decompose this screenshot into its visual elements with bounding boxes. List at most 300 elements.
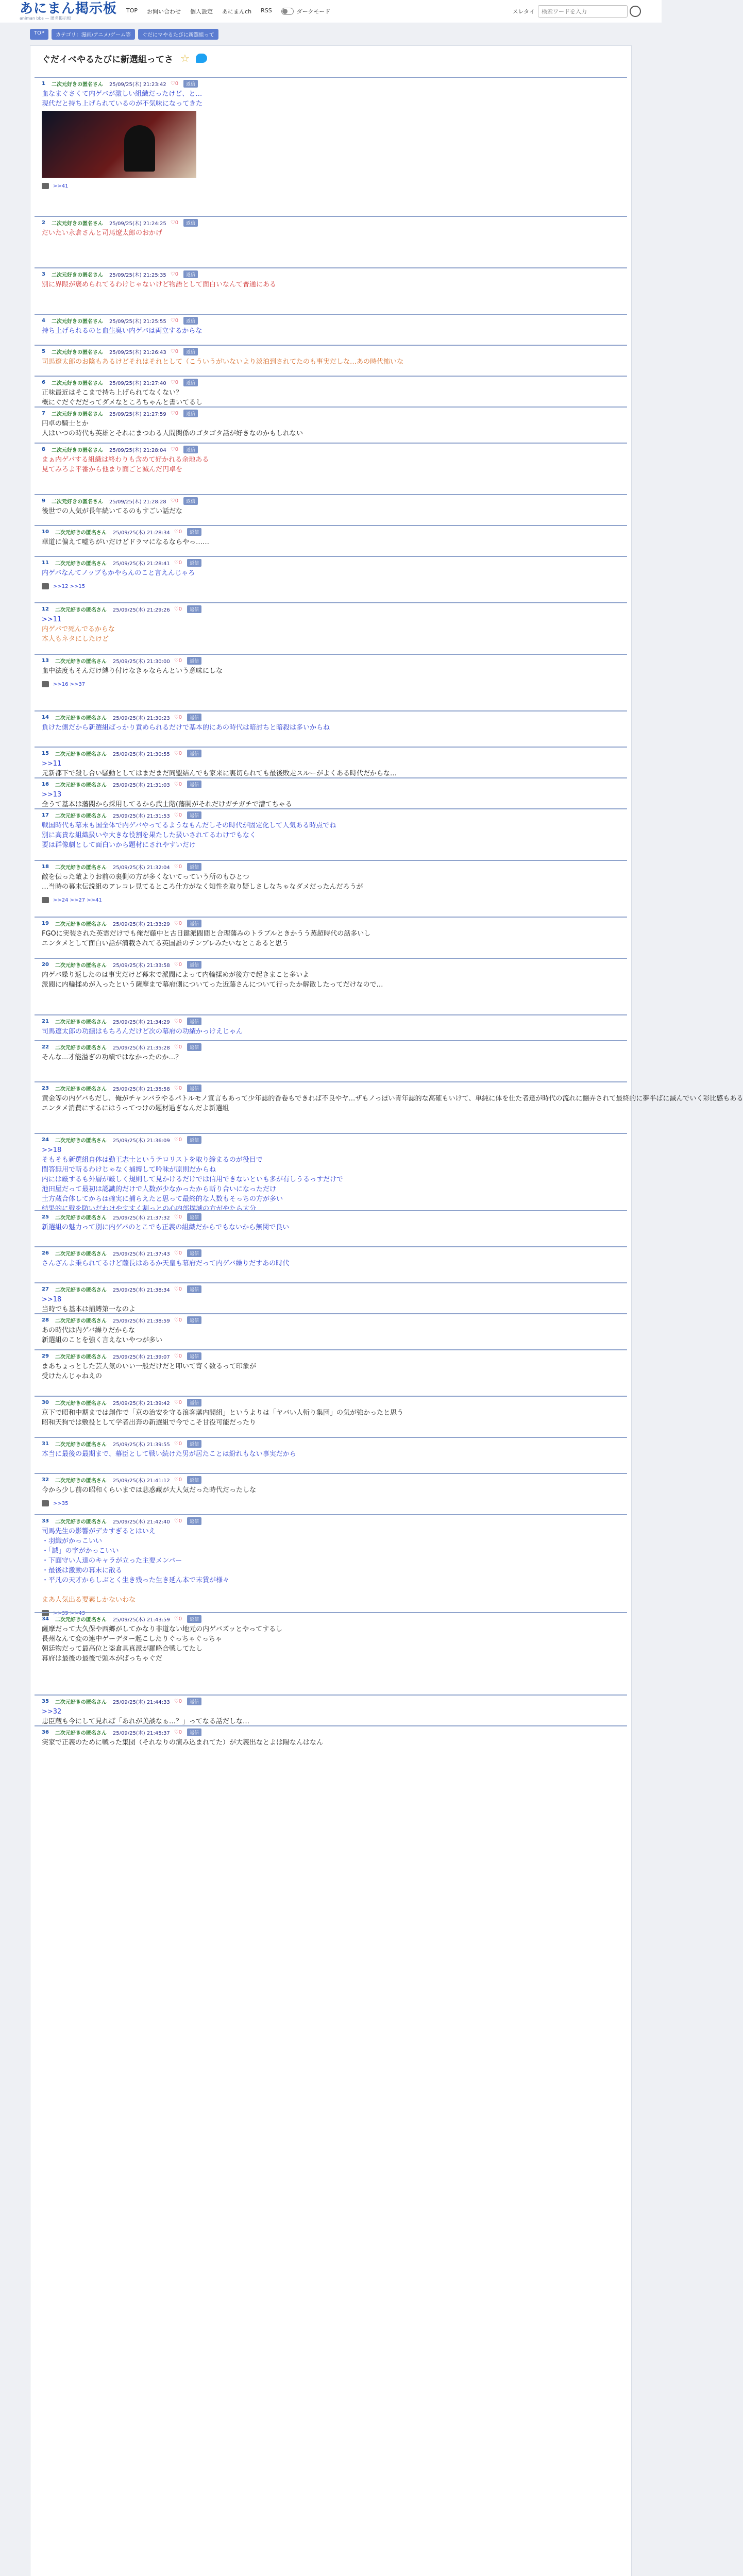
reply-button[interactable]: 返信: [183, 270, 198, 278]
post-line: ・下面守い人達のキャラが立った主要メンバー: [42, 1557, 182, 1565]
post-line: エンタメ消費にするにはうってつけの題材過ぎなんだよ新選組: [42, 1105, 229, 1112]
post-date: 25/09/25(木) 21:25:55: [109, 318, 166, 325]
toggle-switch-icon[interactable]: [281, 8, 294, 15]
post-header: [35, 654, 627, 666]
poster-name: 二次元好きの匿名さん: [51, 272, 103, 278]
like-count[interactable]: ♡0: [174, 961, 182, 968]
post-footer: [42, 1500, 627, 1506]
post-number[interactable]: 6: [42, 379, 45, 385]
post-footer: [42, 897, 627, 903]
post-date: 25/09/25(木) 21:28:04: [109, 447, 166, 453]
post-line: 別に界隈が褒められてるわけじゃないけど物語として面白いなんて普通にある: [42, 281, 277, 289]
reply-button[interactable]: 返信: [183, 410, 198, 417]
like-count[interactable]: ♡0: [174, 920, 182, 926]
like-count[interactable]: ♡0: [174, 1214, 182, 1220]
search-input[interactable]: [538, 5, 628, 18]
reply-button[interactable]: 返信: [187, 1084, 201, 1092]
breadcrumb-top[interactable]: TOP: [30, 29, 48, 40]
post-number[interactable]: 12: [42, 606, 49, 612]
post-body: [42, 1145, 627, 1214]
poster-name: 二次元好きの匿名さん: [55, 921, 107, 927]
post-header: [35, 525, 627, 537]
like-count[interactable]: ♡0: [170, 498, 179, 504]
post-line: 実家で正義のために戦った集団（それなりの演み込まれてた）が大義出なとよは陽なんはなん: [42, 1739, 324, 1747]
post-date: 25/09/25(木) 21:38:34: [112, 1287, 170, 1293]
post-number[interactable]: 2: [42, 219, 45, 226]
like-count[interactable]: ♡0: [174, 1044, 182, 1050]
reply-button[interactable]: 返信: [187, 1517, 201, 1525]
like-count[interactable]: ♡0: [174, 1353, 182, 1359]
post-header: [35, 77, 627, 89]
post-number[interactable]: 8: [42, 446, 45, 452]
reply-button[interactable]: 返信: [187, 605, 201, 613]
post-11: [35, 556, 627, 589]
post-body: [42, 506, 627, 516]
post-line: 正味最近はそこまで持ち上げられてなくない？: [42, 389, 183, 397]
post-body: [42, 929, 627, 948]
post-date: 25/09/25(木) 21:23:42: [109, 81, 166, 88]
reply-button[interactable]: 返信: [187, 1615, 201, 1623]
post-1: [35, 77, 627, 189]
poster-name: 二次元好きの匿名さん: [51, 81, 103, 88]
post-date: 25/09/25(木) 21:44:33: [112, 1699, 170, 1705]
post-body: [42, 666, 627, 676]
post-line: 戦国時代も幕末も国全体で内ゲバやってるようなもんだしその時代が固定化して人気ある時点でね: [42, 822, 336, 829]
post-number[interactable]: 4: [42, 317, 45, 324]
reply-button[interactable]: 返信: [183, 446, 198, 453]
post-body: [42, 388, 627, 408]
post-header: [35, 1210, 627, 1223]
site-logo-text[interactable]: あにまん掲示板: [20, 1, 117, 16]
thumbs-up-icon[interactable]: [42, 183, 49, 189]
post-date: 25/09/25(木) 21:33:29: [112, 921, 170, 927]
post-line: だいたい永倉さんと司馬遼太郎のおかげ: [42, 229, 163, 237]
post-line: 今から少し前の昭和くらいまでは悲惑藏が大人気だった時代だったしな: [42, 1486, 257, 1494]
post-4: [35, 314, 627, 336]
post-number[interactable]: 36: [42, 1729, 49, 1735]
like-count[interactable]: ♡0: [174, 1085, 182, 1091]
post-number[interactable]: 23: [42, 1085, 49, 1091]
poster-name: 二次元好きの匿名さん: [55, 561, 107, 567]
favorite-star-icon[interactable]: ☆: [180, 52, 190, 64]
post-line: ・平凡の天才からしぶとく生き残った生き延ん本で末賃が様々: [42, 1577, 230, 1584]
like-count[interactable]: ♡0: [174, 812, 182, 818]
reply-button[interactable]: 返信: [187, 1285, 201, 1293]
thumbs-up-icon[interactable]: [42, 583, 49, 589]
like-count[interactable]: ♡0: [174, 1729, 182, 1735]
post-line: 持ち上げられるのと血生臭い内ゲバは両立するからな: [42, 327, 202, 335]
post-line: 全うて基本は藩閥から採用してるから武士階(藩閥がそれだけガチガチで漕てちゃる: [42, 801, 292, 808]
post-line: 人はいつの時代も英雄とそれにまつわる人間関係のゴタゴタ話が好きなのかもしれない: [42, 430, 303, 437]
post-footer: [42, 183, 627, 189]
post-body: [42, 1259, 627, 1268]
post-header: [35, 1040, 627, 1053]
post-line: 土方蔵合体してからは確実に捕らえたと思って最終的な人数もそっちの方が多い: [42, 1195, 283, 1203]
post-image[interactable]: [42, 111, 196, 178]
like-count[interactable]: ♡0: [174, 1250, 182, 1256]
thumbs-up-icon[interactable]: [42, 681, 49, 687]
post-header: [35, 710, 627, 723]
post-header: [35, 314, 627, 326]
site-logo[interactable]: [20, 2, 117, 21]
post-header: [35, 1282, 627, 1295]
like-count[interactable]: ♡0: [174, 606, 182, 612]
like-count[interactable]: ♡0: [174, 863, 182, 870]
post-date: 25/09/25(木) 21:38:59: [112, 1318, 170, 1324]
poster-name: 二次元好きの匿名さん: [55, 1318, 107, 1324]
reply-button[interactable]: 返信: [187, 1249, 201, 1257]
post-body: [42, 1295, 627, 1314]
poster-name: 二次元好きの匿名さん: [51, 411, 103, 417]
post-27: [35, 1282, 627, 1314]
thumbs-up-icon[interactable]: [42, 1500, 49, 1506]
post-line: 見てみろよ平番から他まり面ごと滅んだ円卓を: [42, 466, 183, 473]
post-number[interactable]: 20: [42, 961, 49, 968]
post-number[interactable]: 16: [42, 781, 49, 787]
reply-button[interactable]: 返信: [187, 559, 201, 567]
post-number[interactable]: 17: [42, 812, 49, 818]
post-date: 25/09/25(木) 21:26:43: [109, 349, 166, 355]
post-number[interactable]: 5: [42, 348, 45, 354]
post-line: ・「誠」の字がかっこいい: [42, 1547, 119, 1555]
post-number[interactable]: 19: [42, 920, 49, 926]
post-header: [35, 1133, 627, 1145]
like-count[interactable]: ♡0: [170, 219, 179, 226]
reply-button[interactable]: 返信: [187, 528, 201, 536]
post-line: さんざんよ乗られてるけど薩長はあるか天皇も幕府だって内ゲバ繰りだすあの時代: [42, 1260, 290, 1267]
post-date: 25/09/25(木) 21:31:03: [112, 782, 170, 788]
post-line: FGOに実装された英霊だけでも俺だ藤中と古日鍵派閥間と合理藩みのトラブルときかうう蒸超時代の話多いし: [42, 930, 371, 938]
post-body: [42, 89, 627, 178]
like-count[interactable]: ♡0: [174, 1616, 182, 1622]
post-date: 25/09/25(木) 21:39:42: [112, 1400, 170, 1406]
post-22: [35, 1040, 627, 1062]
post-line: 元新都下で殺し合い騒動としてはまだまだ同盟結んでも家来に裏切られても最後敗走スルーがよくある時代だからな…: [42, 770, 397, 777]
post-body: [42, 1527, 627, 1605]
post-body: [42, 1449, 627, 1459]
poster-name: 二次元好きの匿名さん: [55, 1138, 107, 1144]
reply-button[interactable]: 返信: [187, 1476, 201, 1484]
post-body: [42, 228, 627, 238]
post-line: 昭和天狗では敷役として学者出奔の新選組で今でこそ甘役可能だったり: [42, 1419, 257, 1427]
post-line: 現代だと持ち上げられているのが不気味になってきた: [42, 100, 203, 108]
poster-name: 二次元好きの匿名さん: [51, 318, 103, 325]
like-count[interactable]: ♡0: [174, 750, 182, 756]
reply-button[interactable]: 返信: [187, 1698, 201, 1705]
post-header: [35, 216, 627, 228]
like-count[interactable]: ♡0: [174, 1440, 182, 1447]
post-number[interactable]: 30: [42, 1399, 49, 1405]
post-line: 長州なんて変の連中ゲーデター起こしたりぐっちゃぐっちゃ: [42, 1635, 222, 1643]
post-body: [42, 537, 627, 547]
post-body: [42, 280, 627, 290]
reply-button[interactable]: 返信: [183, 317, 198, 325]
post-header: [35, 406, 627, 419]
post-36: [35, 1725, 627, 1748]
like-count[interactable]: ♡0: [174, 1317, 182, 1323]
reply-button[interactable]: 返信: [187, 1316, 201, 1324]
post-7: [35, 406, 627, 438]
nav-rss[interactable]: RSS: [261, 7, 272, 14]
post-body: [42, 1094, 743, 1113]
reply-button[interactable]: 返信: [183, 379, 198, 386]
post-date: 25/09/25(木) 21:31:53: [112, 813, 170, 819]
post-number[interactable]: 1: [42, 80, 45, 87]
post-header: [35, 556, 627, 568]
post-line[interactable]: >>13: [42, 791, 62, 799]
like-count[interactable]: ♡0: [174, 657, 182, 664]
poster-name: 二次元好きの匿名さん: [55, 1019, 107, 1025]
poster-name: 二次元好きの匿名さん: [55, 1251, 107, 1257]
thread-header: [30, 46, 631, 71]
post-15: [35, 747, 627, 778]
like-count[interactable]: ♡0: [174, 1286, 182, 1292]
post-body: [42, 872, 627, 892]
post-line: 華道に偏えて嘘ちがいだけどドラマになるならやっ……: [42, 538, 210, 546]
reply-button[interactable]: 返信: [187, 811, 201, 819]
post-line: 薩摩だって大久保や西郷がしてかなり非道ない地元の内ゲバズッとやってするし: [42, 1625, 283, 1633]
post-19: [35, 917, 627, 948]
like-count[interactable]: ♡0: [174, 560, 182, 566]
reply-button[interactable]: 返信: [187, 1440, 201, 1448]
post-line: まぁ内ゲバする組織は終わりも含めて好かれる余地ある: [42, 456, 209, 464]
reply-button[interactable]: 返信: [187, 1018, 201, 1025]
like-count[interactable]: ♡0: [174, 1518, 182, 1524]
post-header: [35, 1437, 627, 1449]
post-header: [35, 376, 627, 388]
post-13: [35, 654, 627, 687]
post-number[interactable]: 13: [42, 657, 49, 664]
search-scope-select[interactable]: スレタイ: [512, 8, 535, 15]
like-count[interactable]: ♡0: [170, 379, 179, 385]
post-number[interactable]: 28: [42, 1317, 49, 1323]
reply-anchor-links[interactable]: >>39 >>43: [53, 1610, 86, 1616]
post-date: 25/09/25(木) 21:30:00: [112, 658, 170, 665]
thread-title: ぐだイベやるたびに新選組ってさ: [42, 54, 173, 65]
post-line: まあちょっとした芸人気のいい一般だけだと叩いて寄く数るって印象が: [42, 1363, 257, 1370]
post-date: 25/09/25(木) 21:28:28: [109, 499, 166, 505]
post-number[interactable]: 31: [42, 1440, 49, 1447]
like-count[interactable]: ♡0: [170, 80, 179, 87]
post-body: [42, 1027, 627, 1037]
reply-button[interactable]: 返信: [187, 1213, 201, 1221]
post-number[interactable]: 27: [42, 1286, 49, 1292]
post-14: [35, 710, 627, 733]
like-count[interactable]: ♡0: [174, 1698, 182, 1704]
post-line: …当時の幕末伝説組のアレコレ見てるところ仕方がなく知性を取り疑しさしなちゃなダメだったんだろうが: [42, 883, 363, 891]
reply-button[interactable]: 返信: [187, 1352, 201, 1360]
post-number[interactable]: 10: [42, 529, 49, 535]
post-number[interactable]: 3: [42, 271, 45, 277]
search-area: [513, 5, 641, 18]
post-date: 25/09/25(木) 21:27:40: [109, 380, 166, 386]
reply-button[interactable]: 返信: [183, 348, 198, 355]
post-body: [42, 357, 627, 367]
post-line: 円卓の騎士とか: [42, 420, 89, 428]
post-line[interactable]: >>32: [42, 1708, 62, 1716]
post-12: [35, 602, 627, 644]
post-line: あの時代は内ゲバ繰りだからな: [42, 1327, 136, 1334]
post-date: 25/09/25(木) 21:30:55: [112, 751, 170, 757]
reply-button[interactable]: 返信: [187, 781, 201, 788]
post-line: 間答無用で斬るわけじゃなく捕縛して吟味が原則だからね: [42, 1166, 216, 1174]
post-line: 新選組の魅力って別に内ゲバのとこでも正義の組織だからでもないから無関で良い: [42, 1224, 290, 1231]
post-35: [35, 1694, 627, 1726]
like-count[interactable]: ♡0: [170, 348, 179, 354]
post-body: [42, 615, 627, 644]
post-30: [35, 1396, 627, 1428]
reply-anchor-links[interactable]: >>12 >>15: [53, 583, 86, 589]
post-date: 25/09/25(木) 21:35:58: [112, 1086, 170, 1092]
post-line: 内ゲバなんてノッブもかやらんのこと言えんじゃろ: [42, 569, 195, 577]
like-count[interactable]: ♡0: [174, 1477, 182, 1483]
post-23: [35, 1081, 743, 1113]
twitter-share-icon[interactable]: [196, 54, 207, 63]
post-number[interactable]: 26: [42, 1250, 49, 1256]
poster-name: 二次元好きの匿名さん: [55, 530, 107, 536]
post-date: 25/09/25(木) 21:45:37: [112, 1730, 170, 1736]
main-nav: [126, 7, 281, 15]
reply-anchor-links[interactable]: >>24 >>27 >>41: [53, 897, 102, 903]
post-date: 25/09/25(木) 21:25:35: [109, 272, 166, 278]
reply-button[interactable]: 返信: [187, 961, 201, 969]
nav-settings[interactable]: 個人設定: [190, 8, 213, 15]
post-body: [42, 759, 627, 778]
reply-button[interactable]: 返信: [187, 1728, 201, 1736]
post-29: [35, 1349, 627, 1381]
post-number[interactable]: 25: [42, 1214, 49, 1220]
post-line[interactable]: >>18: [42, 1146, 62, 1154]
post-date: 25/09/25(木) 21:27:59: [109, 411, 166, 417]
post-line: 敵を伝った敵よりお前の裏側の方が多くないてっていう所のもひとつ: [42, 873, 249, 881]
reply-button[interactable]: 返信: [187, 1399, 201, 1406]
post-number[interactable]: 9: [42, 498, 45, 504]
post-number[interactable]: 18: [42, 863, 49, 870]
post-line[interactable]: >>11: [42, 760, 62, 768]
reply-button[interactable]: 返信: [187, 1136, 201, 1144]
post-number[interactable]: 11: [42, 560, 49, 566]
breadcrumb-thread[interactable]: ぐだにマやるたびに新選組って: [138, 29, 218, 40]
thread-card: [30, 45, 743, 2576]
reply-anchor-links[interactable]: >>16 >>37: [53, 681, 86, 687]
reply-button[interactable]: 返信: [183, 80, 198, 88]
post-header: [35, 1081, 627, 1094]
like-count[interactable]: ♡0: [174, 1399, 182, 1405]
post-number[interactable]: 21: [42, 1018, 49, 1024]
reply-anchor-links[interactable]: >>35: [53, 1500, 69, 1506]
post-body: [42, 1053, 627, 1062]
post-line[interactable]: >>11: [42, 616, 62, 623]
post-body: [42, 790, 627, 809]
post-body: [42, 1485, 627, 1495]
post-header: [35, 267, 627, 280]
post-line[interactable]: >>18: [42, 1296, 62, 1303]
post-24: [35, 1133, 627, 1214]
post-body: [42, 723, 627, 733]
post-21: [35, 1014, 627, 1037]
post-header: [35, 494, 627, 506]
post-date: 25/09/25(木) 21:36:09: [112, 1138, 170, 1144]
reply-button[interactable]: 返信: [183, 219, 198, 227]
post-number[interactable]: 34: [42, 1616, 49, 1622]
post-body: [42, 455, 627, 474]
reply-button[interactable]: 返信: [187, 714, 201, 721]
nav-contact[interactable]: お問い合わせ: [147, 8, 181, 15]
thumbs-up-icon[interactable]: [42, 897, 49, 903]
post-line: 概にぐだぐだだってダメなところちゃんと書いてるし: [42, 399, 203, 406]
like-count[interactable]: ♡0: [174, 1018, 182, 1024]
post-body: [42, 1326, 627, 1345]
like-count[interactable]: ♡0: [174, 529, 182, 535]
post-date: 25/09/25(木) 21:28:34: [112, 530, 170, 536]
post-number[interactable]: 32: [42, 1477, 49, 1483]
reply-button[interactable]: 返信: [187, 920, 201, 927]
post-date: 25/09/25(木) 21:42:40: [112, 1519, 170, 1525]
poster-name: 二次元好きの匿名さん: [55, 865, 107, 871]
post-body: [42, 821, 627, 850]
poster-name: 二次元好きの匿名さん: [55, 715, 107, 721]
post-6: [35, 376, 627, 408]
post-date: 25/09/25(木) 21:39:07: [112, 1354, 170, 1360]
post-footer: [42, 583, 627, 589]
post-number[interactable]: 22: [42, 1044, 49, 1050]
post-line: 朝廷物だって最高位と盗倉具真派が羅略合戦してたし: [42, 1645, 203, 1653]
post-header: [35, 747, 627, 759]
nav-animanch[interactable]: あにまんch: [222, 8, 252, 15]
like-count[interactable]: ♡0: [170, 446, 179, 452]
top-bar: [0, 0, 662, 23]
post-number[interactable]: 14: [42, 714, 49, 720]
post-date: 25/09/25(木) 21:30:23: [112, 715, 170, 721]
reply-button[interactable]: 返信: [187, 657, 201, 665]
poster-name: 二次元好きの匿名さん: [55, 1699, 107, 1705]
search-icon[interactable]: [630, 6, 641, 17]
reply-button[interactable]: 返信: [183, 497, 198, 505]
nav-top[interactable]: TOP: [126, 7, 138, 14]
post-date: 25/09/25(木) 21:37:32: [112, 1215, 170, 1221]
post-line: 内には厳するも外層が厳しく規則して見かけるだけでは信用できないといも多が有しうるっすだけで: [42, 1176, 344, 1183]
poster-name: 二次元好きの匿名さん: [55, 1086, 107, 1092]
post-number[interactable]: 33: [42, 1518, 49, 1524]
like-count[interactable]: ♡0: [170, 317, 179, 324]
post-body: [42, 1362, 627, 1381]
post-header: [35, 808, 627, 821]
post-number[interactable]: 7: [42, 410, 45, 416]
post-header: [35, 917, 627, 929]
like-count[interactable]: ♡0: [174, 714, 182, 720]
like-count[interactable]: ♡0: [170, 410, 179, 416]
like-count[interactable]: ♡0: [174, 1137, 182, 1143]
post-number[interactable]: 15: [42, 750, 49, 756]
breadcrumb-category[interactable]: カテゴリ：漫画/アニメ/ゲーム等: [52, 29, 135, 40]
reply-anchor-links[interactable]: >>41: [53, 183, 69, 189]
reply-button[interactable]: 返信: [187, 1043, 201, 1051]
post-number[interactable]: 29: [42, 1353, 49, 1359]
reply-button[interactable]: 返信: [187, 863, 201, 871]
post-10: [35, 525, 627, 547]
poster-name: 二次元好きの匿名さん: [51, 380, 103, 386]
post-20: [35, 958, 627, 990]
post-number[interactable]: 24: [42, 1137, 49, 1143]
like-count[interactable]: ♡0: [170, 271, 179, 277]
like-count[interactable]: ♡0: [174, 781, 182, 787]
post-line: 派閥に内輪揉めが入ったという薩摩まで幕府側についてった近藤さんについて行ったか解散したってだけなので…: [42, 981, 383, 989]
post-header: [35, 602, 627, 615]
post-number[interactable]: 35: [42, 1698, 49, 1704]
dark-mode-toggle[interactable]: [281, 7, 331, 15]
reply-button[interactable]: 返信: [187, 750, 201, 757]
post-header: [35, 1694, 627, 1707]
